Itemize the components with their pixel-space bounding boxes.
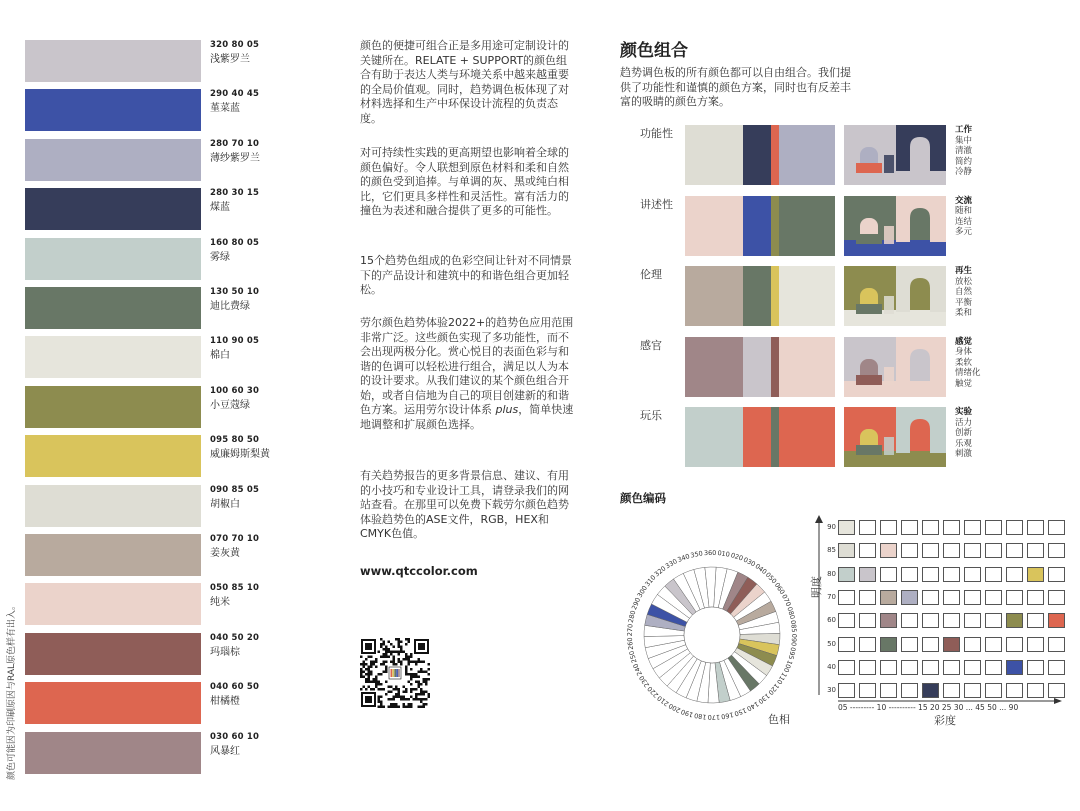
- combo-keyword: 柔软: [955, 357, 973, 368]
- hue-tick-label: 260: [625, 637, 636, 651]
- swatch-name: 柑橘橙: [210, 696, 240, 708]
- grid-cell: [859, 543, 876, 558]
- swatch-3: [25, 188, 201, 230]
- grid-cell: [943, 660, 960, 675]
- swatch-code: 050 85 10: [210, 583, 260, 594]
- lightness-axis-label: 明度: [810, 576, 823, 598]
- grid-cell: [1048, 520, 1065, 535]
- swatch-code: 095 80 50: [210, 435, 260, 446]
- hue-tick-label: 340: [676, 552, 691, 564]
- swatch-0: [25, 40, 201, 82]
- swatch-11: [25, 583, 201, 625]
- swatch-name: 纯米: [210, 597, 230, 609]
- combo-keyword: 创新: [955, 428, 973, 438]
- grid-cell: [838, 683, 855, 698]
- combo-bar-segment: [779, 196, 835, 256]
- combo-words: [955, 407, 972, 460]
- grid-cell: [880, 637, 897, 652]
- swatch-code: 040 50 20: [210, 632, 260, 643]
- swatch-5: [25, 287, 201, 329]
- swatch-13: [25, 682, 201, 724]
- hue-tick-label: 230: [637, 674, 652, 689]
- grid-cell: [901, 543, 918, 558]
- swatch-name: 雾绿: [210, 251, 230, 263]
- swatch-2: [25, 139, 201, 181]
- swatch-name: 堇菜蓝: [210, 103, 240, 115]
- swatch-code: 040 60 50: [210, 682, 260, 693]
- grid-cell: [985, 660, 1002, 675]
- grid-cell: [922, 567, 939, 582]
- hue-tick-label: 050: [763, 570, 779, 586]
- hue-axis-label: 色相: [768, 713, 790, 726]
- swatch-name: 煤蓝: [210, 202, 230, 214]
- lightness-tick: 90: [827, 523, 836, 531]
- grid-cell: [859, 567, 876, 582]
- combo-color-bar: [685, 407, 835, 467]
- grid-cell: [1027, 520, 1044, 535]
- chroma-ticks: 05 --------- 10 ---------- 15 20 25 30 ... 45 50 ... 90: [838, 703, 1019, 712]
- grid-cell: [1048, 637, 1065, 652]
- combo-keyword: 触觉: [955, 378, 973, 389]
- swatch-1: [25, 89, 201, 131]
- combo-bar-segment: [743, 125, 771, 185]
- combo-color-bar: [685, 125, 835, 185]
- grid-cell: [838, 613, 855, 628]
- grid-cell: [922, 613, 939, 628]
- swatch-name: 迪比费绿: [210, 301, 250, 312]
- grid-cell: [880, 543, 897, 558]
- grid-cell: [943, 683, 960, 698]
- hue-wheel-center: [684, 607, 740, 663]
- hue-tick-label: 250: [627, 649, 639, 664]
- combo-photo: [844, 125, 946, 185]
- hue-tick-label: 010: [716, 548, 731, 559]
- grid-cell: [964, 543, 981, 558]
- hue-tick-label: 290: [630, 596, 643, 612]
- intro-paragraph: 颜色的便捷可组合正是多用途可定制设计的关键所在。RELATE + SUPPORT的颜色组合有助于表达人类与环境关系中越来越重要的全局价值观。同时，趋势调色板体现了对材料选择和生产中环保设计流程的负责态度。: [360, 39, 569, 125]
- grid-cell: [1027, 613, 1044, 628]
- swatch-name: 风暴红: [210, 745, 240, 757]
- grid-cell: [1006, 660, 1023, 675]
- hue-tick-label: 310: [643, 573, 658, 589]
- grid-cell: [901, 520, 918, 535]
- hue-tick-label: 280: [626, 609, 638, 624]
- lightness-tick: 50: [827, 639, 836, 648]
- chroma-axis-label: 彩度: [934, 714, 956, 727]
- grid-cell: [1006, 613, 1023, 628]
- grid-cell: [838, 520, 855, 535]
- combo-keyword: 乐观: [955, 438, 973, 449]
- grid-cell: [922, 660, 939, 675]
- hue-tick-label: 030: [742, 555, 757, 569]
- grid-cell: [1006, 520, 1023, 535]
- grid-cell: [880, 613, 897, 628]
- combo-keyword: 集中: [955, 135, 973, 146]
- lightness-tick: 40: [827, 662, 836, 671]
- hue-wheel: [617, 540, 807, 730]
- combo-bar-segment: [743, 196, 771, 256]
- combo-keyword: 随和: [955, 206, 973, 216]
- hue-tick-label: 210: [655, 693, 671, 708]
- lightness-tick: 85: [827, 546, 836, 555]
- grid-cell: [1027, 567, 1044, 582]
- combo-bar-segment: [771, 196, 779, 256]
- grid-cell: [1048, 613, 1065, 628]
- grid-cell: [880, 520, 897, 535]
- combo-words: [955, 266, 972, 319]
- grid-cell: [901, 683, 918, 698]
- grid-cell: [901, 637, 918, 652]
- website-paragraph: 有关趋势报告的更多背景信息、建议、有用的小技巧和专业设计工具，请登录我们的网站查看。在那里可以免费下载劳尔颜色趋势体验趋势色的ASE文件，RGB，HEX和CMYK色值。: [360, 469, 569, 540]
- swatch-code: 320 80 05: [210, 40, 260, 50]
- grid-cell: [880, 590, 897, 605]
- combo-name: 功能性: [640, 127, 673, 140]
- combo-keyword: 身体: [955, 347, 973, 357]
- combo-bar-segment: [779, 266, 835, 326]
- swatch-name: 浅紫罗兰: [210, 54, 250, 65]
- swatch-code: 280 30 15: [210, 188, 260, 199]
- grid-cell: [838, 590, 855, 605]
- grid-cell: [1027, 543, 1044, 558]
- lightness-tick: 30: [827, 686, 836, 695]
- combo-color-bar: [685, 196, 835, 256]
- swatch-code: 100 60 30: [210, 385, 260, 396]
- swatch-name: 小豆蔻绿: [210, 399, 250, 411]
- hue-tick-label: 130: [756, 691, 772, 706]
- combo-bar-segment: [743, 266, 771, 326]
- grid-cell: [859, 637, 876, 652]
- combo-keyword: 平衡: [955, 297, 973, 308]
- grid-cell: [880, 683, 897, 698]
- swatch-14: [25, 732, 201, 774]
- lightness-tick: 60: [827, 616, 836, 625]
- grid-cell: [859, 613, 876, 628]
- combo-title: 工作: [955, 125, 973, 135]
- combo-keyword: 柔和: [955, 308, 973, 318]
- swatch-6: [25, 336, 201, 378]
- swatch-code: 070 70 10: [210, 534, 260, 544]
- hue-tick-label: 020: [729, 551, 744, 563]
- grid-cell: [964, 637, 981, 652]
- swatch-name: 胡椒白: [210, 498, 240, 510]
- hue-tick-label: 120: [766, 681, 781, 697]
- grid-cell: [985, 637, 1002, 652]
- combo-color-bar: [685, 266, 835, 326]
- hue-tick-label: 300: [635, 584, 650, 600]
- grid-cell: [901, 567, 918, 582]
- grid-cell: [964, 590, 981, 605]
- grid-cell: [964, 683, 981, 698]
- combo-bar-segment: [779, 125, 835, 185]
- combo-bar-segment: [743, 337, 771, 397]
- grid-cell: [964, 520, 981, 535]
- grid-cell: [985, 613, 1002, 628]
- grid-cell: [922, 683, 939, 698]
- swatch-name: 薄纱紫罗兰: [210, 152, 260, 164]
- combo-name: 玩乐: [640, 409, 662, 422]
- hue-tick-label: 040: [753, 562, 769, 577]
- grid-cell: [859, 520, 876, 535]
- hue-tick-label: 360: [703, 548, 717, 558]
- grid-cell: [859, 683, 876, 698]
- sustainability-paragraph: 对可持续性实践的更高期望也影响着全球的颜色偏好。令人联想到原色材料和柔和自然的颜色受到追捧。与单调的灰、黑或纯白相比，它们更具多样性和灵活性。富有活力的撞色为表述和融合提供了更多的可能性。: [360, 146, 569, 217]
- grid-cell: [1048, 543, 1065, 558]
- lightness-axis-arrow: [805, 515, 835, 700]
- swatch-7: [25, 386, 201, 428]
- grid-cell: [901, 660, 918, 675]
- combos-intro: 趋势调色板的所有颜色都可以自由组合。我们提供了功能性和谨慎的颜色方案，同时也有反差丰富的吸睛的颜色方案。: [620, 66, 851, 108]
- hue-tick-label: 160: [720, 710, 735, 721]
- combo-keyword: 刺激: [955, 449, 973, 459]
- hue-tick-label: 240: [631, 662, 644, 677]
- grid-cell: [985, 543, 1002, 558]
- grid-cell: [1027, 590, 1044, 605]
- hue-tick-label: 110: [774, 670, 789, 686]
- grid-cell: [985, 567, 1002, 582]
- swatch-10: [25, 534, 201, 576]
- grid-cell: [880, 660, 897, 675]
- hue-tick-label: 190: [680, 707, 695, 719]
- qr-code[interactable]: [360, 638, 430, 708]
- grid-cell: [838, 637, 855, 652]
- grid-cell: [1006, 590, 1023, 605]
- color-code-heading: 颜色编码: [620, 491, 666, 505]
- hue-tick-label: 200: [667, 701, 682, 715]
- grid-cell: [1006, 637, 1023, 652]
- hue-tick-label: 320: [652, 564, 668, 579]
- combo-name: 感官: [640, 338, 662, 352]
- combo-keyword: 连结: [955, 216, 973, 227]
- hue-tick-label: 330: [663, 557, 679, 571]
- grid-cell: [1006, 567, 1023, 582]
- hue-tick-label: 085: [788, 619, 799, 633]
- grid-cell: [901, 613, 918, 628]
- hue-tick-label: 095: [786, 646, 798, 661]
- hue-tick-label: 270: [625, 623, 635, 637]
- hue-tick-label: 080: [785, 606, 797, 621]
- hue-tick-label: 180: [693, 711, 708, 722]
- lightness-tick: 80: [827, 569, 836, 578]
- swatch-code: 280 70 10: [210, 138, 260, 149]
- combo-title: 再生: [955, 266, 973, 276]
- swatch-code: 030 60 10: [210, 731, 260, 742]
- grid-cell: [922, 543, 939, 558]
- grid-cell: [943, 543, 960, 558]
- combo-bar-segment: [771, 337, 779, 397]
- grid-cell: [922, 590, 939, 605]
- hue-tick-label: 100: [781, 658, 794, 674]
- grid-cell: [1048, 590, 1065, 605]
- combo-bar-segment: [685, 266, 743, 326]
- combo-keyword: 情绪化: [955, 368, 981, 378]
- grid-cell: [1027, 660, 1044, 675]
- swatch-4: [25, 238, 201, 280]
- grid-cell: [985, 683, 1002, 698]
- combo-keyword: 简约: [955, 156, 973, 167]
- application-paragraph: 劳尔颜色趋势体验2022+的趋势色应用范围非常广泛。这些颜色实现了多功能性，而不会出现两极分化。赏心悦目的表面色彩与和谐的色调可以轻松进行组合，满足以人为本的设计要求。从我们建议的某个颜色组合开始，或者自信地为自己的项目创建新的和谐色方案。运用劳尔设计体系 plus，简单快速地调整和扩展颜色选择。: [360, 316, 574, 431]
- grid-cell: [1048, 660, 1065, 675]
- grid-cell: [859, 590, 876, 605]
- swatch-code: 090 85 05: [210, 484, 260, 495]
- combo-words: [955, 196, 972, 238]
- grid-cell: [943, 590, 960, 605]
- combo-bar-segment: [779, 407, 835, 467]
- combo-bar-segment: [685, 337, 743, 397]
- grid-cell: [901, 590, 918, 605]
- swatch-12: [25, 633, 201, 675]
- hue-tick-label: 350: [689, 549, 704, 560]
- combo-bar-segment: [685, 125, 743, 185]
- combo-color-bar: [685, 337, 835, 397]
- swatch-name: 玛瑙棕: [210, 646, 240, 658]
- swatch-9: [25, 485, 201, 527]
- combo-keyword: 冷静: [955, 167, 973, 177]
- grid-cell: [1048, 683, 1065, 698]
- combo-keyword: 活力: [955, 417, 973, 428]
- grid-cell: [838, 660, 855, 675]
- grid-cell: [964, 567, 981, 582]
- chroma-axis-arrow: [838, 698, 1063, 704]
- combo-words: [955, 125, 972, 178]
- grid-cell: [1048, 567, 1065, 582]
- combo-bar-segment: [779, 337, 835, 397]
- grid-cell: [922, 520, 939, 535]
- hue-tick-label: 070: [780, 593, 793, 608]
- hue-tick-label: 170: [707, 712, 721, 722]
- combo-photo: [844, 196, 946, 256]
- grid-cell: [1006, 683, 1023, 698]
- lightness-tick: 70: [827, 592, 836, 601]
- combo-photo: [844, 407, 946, 467]
- combo-photo: [844, 266, 946, 326]
- hue-tick-label: 220: [645, 684, 661, 700]
- swatch-code: 160 80 05: [210, 237, 260, 248]
- combo-keyword: 放松: [955, 276, 973, 287]
- combo-title: 感觉: [955, 336, 973, 347]
- swatch-code: 130 50 10: [210, 287, 260, 297]
- website-link[interactable]: www.qtccolor.com: [360, 564, 478, 578]
- grid-cell: [1006, 543, 1023, 558]
- grid-cell: [838, 543, 855, 558]
- combo-keyword: 清澈: [955, 146, 973, 156]
- swatch-name: 棉白: [210, 350, 230, 362]
- combo-bar-segment: [685, 196, 743, 256]
- grid-cell: [964, 613, 981, 628]
- grid-cell: [1027, 637, 1044, 652]
- color-space-paragraph: 15个趋势色组成的色彩空间让针对不同情景下的产品设计和建筑中的和谐色组合更加轻松。: [360, 254, 572, 296]
- hue-tick-label: 090: [789, 633, 799, 647]
- combo-words: [955, 337, 981, 390]
- grid-cell: [985, 590, 1002, 605]
- grid-cell: [943, 637, 960, 652]
- swatch-code: 110 90 05: [210, 336, 260, 347]
- combo-bar-segment: [685, 407, 743, 467]
- combos-heading: 颜色组合: [620, 41, 688, 61]
- grid-cell: [943, 613, 960, 628]
- combo-keyword: 多元: [955, 227, 973, 237]
- combo-keyword: 自然: [955, 287, 973, 297]
- grid-cell: [985, 520, 1002, 535]
- hue-tick-label: 140: [745, 699, 761, 713]
- swatch-name: 姜灰黄: [210, 548, 240, 559]
- hue-tick-label: 150: [733, 706, 748, 718]
- combo-bar-segment: [771, 266, 779, 326]
- grid-cell: [838, 567, 855, 582]
- combo-name: 讲述性: [640, 197, 673, 211]
- combo-bar-segment: [771, 407, 779, 467]
- hue-tick-label: 060: [772, 581, 787, 596]
- grid-cell: [943, 520, 960, 535]
- print-disclaimer: 颜色可能因为印刷原因与RAL原色样有出入。: [7, 600, 17, 780]
- combo-bar-segment: [771, 125, 779, 185]
- swatch-name: 威廉姆斯梨黄: [210, 449, 270, 461]
- grid-cell: [1027, 683, 1044, 698]
- grid-cell: [880, 567, 897, 582]
- grid-cell: [943, 567, 960, 582]
- grid-cell: [859, 660, 876, 675]
- grid-cell: [922, 637, 939, 652]
- grid-cell: [964, 660, 981, 675]
- combo-bar-segment: [743, 407, 771, 467]
- swatch-8: [25, 435, 201, 477]
- combo-title: 交流: [955, 195, 973, 206]
- combo-photo: [844, 337, 946, 397]
- combo-name: 伦理: [640, 268, 662, 281]
- swatch-code: 290 40 45: [210, 89, 260, 100]
- combo-title: 实验: [955, 407, 973, 417]
